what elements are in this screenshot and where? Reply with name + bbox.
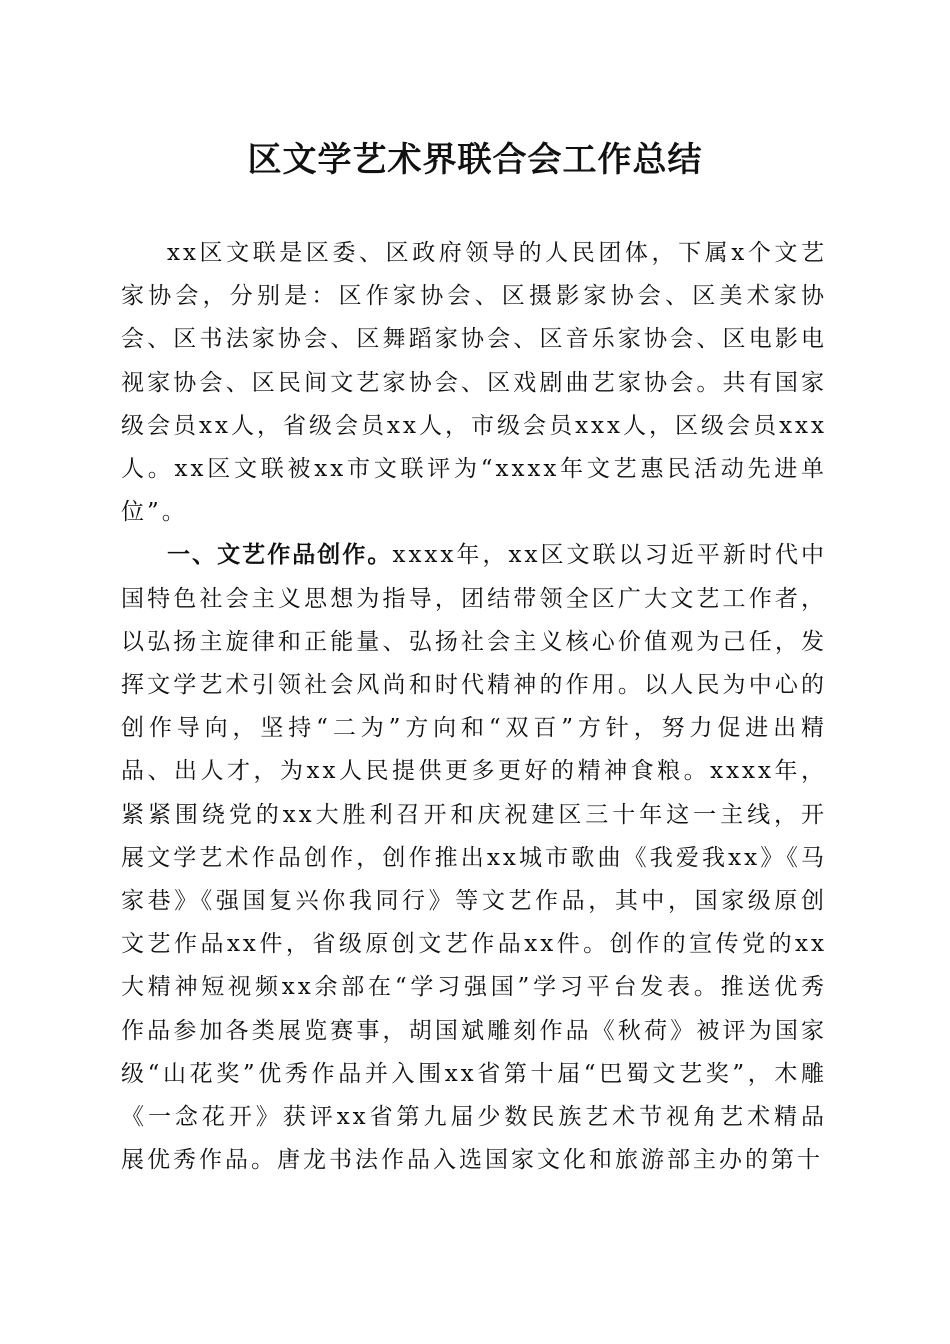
document-body [121,232,827,1182]
section-1-text: xxxx年，xx区文联以习近平新时代中国特色社会主义思想为指导，团结带领全区广大文艺工作者，以弘扬主旋律和正能量、弘扬社会主义核心价值观为己任，发挥文学艺术引领社会风尚和时代精神的作用。以人民为中心的创作导向，坚持“二为”方向和“双百”方针，努力促进出精品、出人才，为xx人民提供更多更好的精神食粮。xxxx年，紧紧围绕党的xx大胜利召开和庆祝建区三十年这一主线，开展文学艺术作品创作，创作推出xx城市歌曲《我爱我xx》《马家巷》《强国复兴你我同行》等文艺作品，其中，国家级原创文艺作品xx件，省级原创文艺作品xx件。创作的宣传党的xx大精神短视频xx余部在“学习强国”学习平台发表。推送优秀作品参加各类展览赛事，胡国斌雕刻作品《秋荷》被评为国家级“山花奖”优秀作品并入围xx省第十届“巴蜀文艺奖”，木雕《一念花开》获评xx省第九届少数民族艺术节视角艺术精品展优秀作品。唐龙书法作品入选国家文化和旅游部主办的第十 [121,542,828,1174]
section-1-heading: 一、文艺作品创作。 [167,542,393,569]
intro-paragraph: xx区文联是区委、区政府领导的人民团体，下属x个文艺家协会，分别是：区作家协会、区摄影家协会、区美术家协会、区书法家协会、区舞蹈家协会、区音乐家协会、区电影电视家协会、区民间文艺家协会、区戏剧曲艺家协会。共有国家级会员xx人，省级会员xx人，市级会员xxx人，区级会员xxx人。xx区文联被xx市文联评为“xxxx年文艺惠民活动先进单位”。 [121,240,827,526]
section-1-paragraph [121,534,827,1182]
document-title: 区文学艺术界联合会工作总结 [247,140,703,180]
